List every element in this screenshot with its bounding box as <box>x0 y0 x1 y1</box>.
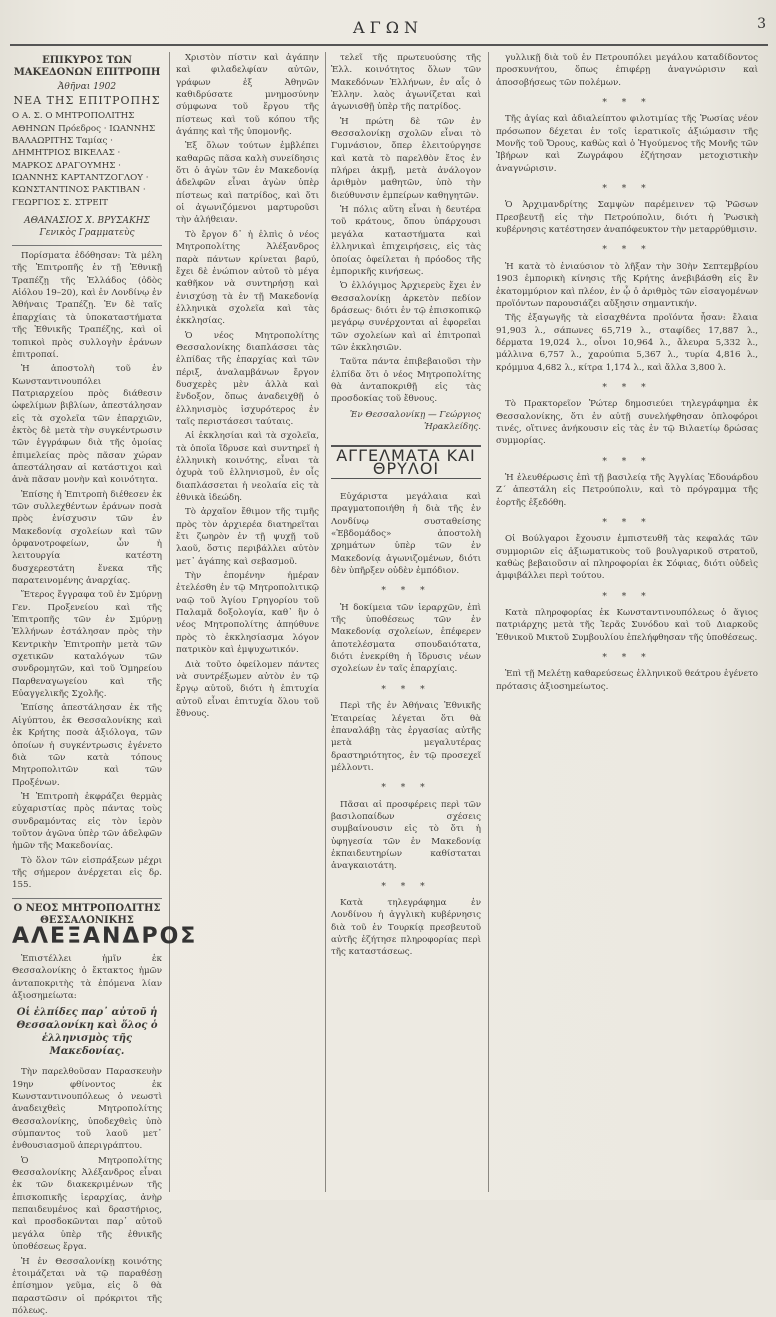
article-paragraph: Χριστὸν πίστιν καὶ ἀγάπην καὶ φιλαδελφίαν αὐτῶν, γράφων ἐξ Ἀθηνῶν καθιδρύσατε μνημοσύνην σύμφωνα τοῦ ἔργου τῆς πίστεως καὶ τοῦ κόπου τῆς ἀγάπης καὶ τῆς ὑπομονῆς. <box>176 52 319 138</box>
article-paragraph: Ἡ ἀποστολὴ τοῦ ἐν Κωνσταντινουπόλει Πατριαρχείου πρὸς διάθεσιν ὠφελίμων βιβλίων, ἀπεστάλησαν εἰς τὰ σχολεῖα τῶν ἐπαρχιῶν, ἐκτὸς δὲ μετὰ τὴν συγκέντρωσιν τῶν ἐγγράφων διὰ τῆς ὁμοίας ἐπιμελείας πρὸς πᾶσαν χώραν ἀπεστάλησαν αἱ κατάστιχοι καὶ ἀνὰ πᾶσαν μονὴν καὶ κοινότητα. <box>12 363 162 486</box>
column-1 <box>12 52 162 1192</box>
column-rule <box>488 52 489 1192</box>
news-item: Κατὰ πληροφορίας ἐκ Κωνσταντινουπόλεως ὁ ἅγιος πατριάρχης μετὰ τῆς Ἱερᾶς Συνόδου καὶ τοῦ Διαρκοῦς Ἐθνικοῦ Μικτοῦ Συμβουλίου ἐπελήφθησαν τῆς ὑποθέσεως. <box>496 607 758 644</box>
article-paragraph: Ἡ πρώτη δὲ τῶν ἐν Θεσσαλονίκῃ σχολῶν εἶναι τὸ Γυμνάσιον, ὅπερ ἐλειτούργησε καὶ κατὰ τὸ παρελθὸν ἔτος ἐν πλήρει ἀκμῇ, μετὰ ἀνάλογον ἀριθμὸν μαθητῶν, ὑπὸ τὴν διεύθυνσιν ἐμπείρων καθηγητῶν. <box>331 116 481 202</box>
separator-stars: * * * <box>496 183 758 195</box>
news-item: Κατὰ τηλεγράφημα ἐν Λονδίνου ἡ ἀγγλικὴ κυβέρνησις διὰ τοῦ ἐν Τουρκίᾳ πρεσβευτοῦ αὐτῆς ἐζήτησε πληροφορίας περὶ τῆς καταστάσεως. <box>331 897 481 959</box>
divider <box>12 898 162 899</box>
article-heading: Οἱ ἐλπίδες παρ᾿ αὐτοῦ ἡ Θεσσαλονίκη καὶ ὅλος ὁ ἑλληνισμὸς τῆς Μακεδονίας. <box>12 1006 162 1058</box>
separator-stars: * * * <box>496 591 758 603</box>
article-paragraph: Διὰ τοῦτο ὀφείλομεν πάντες νὰ συντρέξωμεν αὐτὸν ἐν τῷ ἔργῳ αὐτοῦ, διότι ἡ ἐπιτυχία αὐτοῦ εἶναι ἐπιτυχία ὅλου τοῦ ἔθνους. <box>176 659 319 721</box>
article-paragraph: Ἡ πόλις αὕτη εἶναι ἡ δευτέρα τοῦ κράτους, ὅπου ὑπάρχουσι μεγάλα καταστήματα καὶ ἑλληνικαὶ ἐπιχειρήσεις, εἰς τὰς ὁποίας ὀφείλεται ἡ πρόοδος τῆς ἐμπορικῆς κινήσεως. <box>331 204 481 278</box>
news-item: Ἐπὶ τῇ Μελέτῃ καθαρεύσεως ἑλληνικοῦ θεάτρου ἐγένετο πρότασις ἀξιοσημείωτος. <box>496 668 758 693</box>
article-paragraph: Πορίσματα ἐδόθησαν: Τὰ μέλη τῆς Ἐπιτροπῆς ἐν τῇ Ἐθνικῇ Τραπέζῃ τῆς Ἑλλάδος (ὁδὸς Αἰόλου 19–20), καὶ ἐν Λονδίνῳ ἐν Ἀθήναις Τραπέζῃ. Ἐν δὲ ταῖς ἐπαρχίαις τὰ ὑποκαταστήματα τῆς Ἐθνικῆς Τραπέζης, καὶ οἱ τοπικοὶ πρὸς συλλογὴν ἐράνων ἐπιτροπαί. <box>12 250 162 361</box>
news-item: Περὶ τῆς ἐν Ἀθήναις Ἐθνικῆς Ἑταιρείας λέγεται ὅτι θὰ ἐπαναλάβῃ τὰς ἐργασίας αὐτῆς μετὰ μεγαλυτέρας δραστηριότητος, ἐν τῷ προσεχεῖ μέλλοντι. <box>331 700 481 774</box>
committee-secretary: ΑΘΑΝΑΣΙΟΣ Χ. ΒΡΥΣΑΚΗΣ Γενικὸς Γραμματεὺς <box>12 215 162 239</box>
news-item: Τῆς ἀγίας καὶ ἀδιαλείπτου φιλοτιμίας τῆς Ῥωσίας νέον πρόσωπον δέχεται ἐν τοῖς ἱερατικοῖς ἀξιώμασιν τῆς Μονῆς τοῦ Ὄρους, καθὼς καὶ ὁ Ἡγούμενος τῆς Μονῆς τῶν Ἰβήρων καὶ Ζωγράφου ἐζήτησαν μετοχιστικὴν ἀναγνώρισιν. <box>496 113 758 175</box>
article-paragraph: τελεῖ τῆς πρωτευούσης τῆς Ἑλλ. κοινότητος ὅλων τῶν Μακεδόνων Ἑλλήνων, ἐν αἷς ὁ Ἑλλην. λαὸς ἀγωνίζεται καὶ ἀγωνισθῇ ὑπὲρ τῆς πατρίδος. <box>331 52 481 114</box>
column-4 <box>496 52 758 1192</box>
committee-subtitle: ΝΕΑ ΤΗΣ ΕΠΙΤΡΟΠΗΣ <box>12 95 162 107</box>
masthead-title: ΑΓΩΝ <box>0 18 776 37</box>
metropolitan-header: Ο ΝΕΟΣ ΜΗΤΡΟΠΟΛΙΤΗΣ ΘΕΣΣΑΛΟΝΙΚΗΣ <box>12 903 162 927</box>
news-section-title: ΑΓΓΕΛΜΑΤΑ ΚΑΙ ΘΡΥΛΟΙ <box>331 445 481 479</box>
news-item: Εὐχάριστα μεγάλαια καὶ πραγματοποιήθη ἡ διὰ τῆς ἐν Λονδίνῳ συσταθείσης «Ἑβδομάδος» ἀποστολὴ χρημάτων ὑπὲρ τῶν ἐν Μακεδονίᾳ ἀγωνιζομένων, διότι δὲν ὑπῆρξεν οὐδὲν ἐμπόδιον. <box>331 491 481 577</box>
article-paragraph: Αἱ ἐκκλησίαι καὶ τὰ σχολεῖα, τὰ ὁποῖα ἵδρυσε καὶ συντηρεῖ ἡ ἑλληνικὴ κοινότης, εἶναι τὰ ὀχυρὰ τοῦ ἑλληνισμοῦ, ἐν οἷς διαπλάσσεται ἡ νεολαία εἰς τὰ ἐθνικὰ ἰδεώδη. <box>176 430 319 504</box>
separator-stars: * * * <box>331 881 481 893</box>
column-rule <box>169 52 170 1192</box>
separator-stars: * * * <box>496 97 758 109</box>
news-item: Τῆς ἐξαγωγῆς τὰ εἰσαχθέντα προϊόντα ἦσαν: ἔλαια 91,903 λ., σάπωνες 65,719 λ., σταφίδες 17,887 λ., δέρματα 19,024 λ., οἶνοι 10,964 λ., ἄλευρα 5,332 λ., μάλλινα 6,757 λ., χαρούπια 5,367 λ., τυρία 4,816 λ., κρόμμυα 4,682 λ., κίτρα 1,174 λ., καὶ ἄλλα 3,800 λ. <box>496 312 758 374</box>
article-paragraph: Τὴν παρελθοῦσαν Παρασκευὴν 19ην φθίνοντος ἐκ Κωνσταντινουπόλεως ὁ νεωστὶ ἀναδειχθεὶς Μητροπολίτης Θεσσαλονίκης, ὑποδεχθεὶς ὑπὸ σύμπαντος τοῦ λαοῦ μετ᾿ ἐνθουσιασμοῦ ἀπεριγράπτου. <box>12 1066 162 1152</box>
news-item: Οἱ Βούλγαροι ἔχουσιν ἐμπιστευθῆ τὰς κεφαλάς τῶν συμμοριῶν εἰς ἀξιωματικοὺς τοῦ βουλγαρικοῦ στρατοῦ, καθὼς βεβαιοῦσιν αἱ πληροφορίαι ἐκ Σόφιας, διότι οὐδεὶς ἀμφιβάλλει περὶ τούτου. <box>496 533 758 582</box>
article-signature: Ἐν Θεσσαλονίκῃ — Γεώργιος Ἡρακλείδης. <box>331 409 481 434</box>
separator-stars: * * * <box>496 382 758 394</box>
article-paragraph: Ὁ Μητροπολίτης Θεσσαλονίκης Ἀλέξανδρος εἶναι ἐκ τῶν διακεκριμένων τῆς ἐπισκοπικῆς ἱεραρχίας, ἀνὴρ πεπαιδευμένος καὶ δραστήριος, καὶ προσδοκῶνται παρ᾿ αὐτοῦ μεγάλα ὑπὲρ τῆς ἐθνικῆς ὑποθέσεως ἔργα. <box>12 1155 162 1254</box>
article-paragraph: Ὁ νέος Μητροπολίτης Θεσσαλονίκης διαπλάσσει τὰς ἐλπίδας τῆς ἐπαρχίας καὶ τῶν πέριξ, ἀναλαμβάνων ἔργον δυσχερὲς μὲν ἀλλὰ καὶ ἔνδοξον, ὅπως ἀναδειχθῇ ὁ ἑλληνισμὸς ἰσχυρότερος ἐν ταῖς περιστάσεσι ταύταις. <box>176 330 319 429</box>
news-item: Πᾶσαι αἱ προσφέρεις περὶ τῶν βασιλοπαίδων σχέσεις συμβαίνουσιν εἰς τὸ ὅτι ἡ ὑφηγεσία τῶν ἐν Μακεδονίᾳ ἐκπαιδευτηρίων καθίσταται ἀναγκαιοτάτη. <box>331 799 481 873</box>
committee-title: ΕΠΙΚΥΡΟΣ ΤΩΝ ΜΑΚΕΔΟΝΩΝ ΕΠΙΤΡΟΠΗ <box>12 55 162 79</box>
committee-members: Ο Α. Σ. Ο ΜΗΤΡΟΠΟΛΙΤΗΣ ΑΘΗΝΩΝ Πρόεδρος · ΙΩΑΝΝΗΣ ΒΑΛΑΩΡΙΤΗΣ Ταμίας · ΔΗΜΗΤΡΙΟΣ ΒΙΚΕΛΑΣ · ΜΑΡΚΟΣ ΔΡΑΓΟΥΜΗΣ · ΙΩΑΝΝΗΣ ΚΑΡΤΑΝΤΖΟΓΛΟΥ · ΚΩΝΣΤΑΝΤΙΝΟΣ ΡΑΚΤΙΒΑΝ · ΓΕΩΡΓΙΟΣ Σ. ΣΤΡΕΙΤ <box>12 110 162 209</box>
separator-stars: * * * <box>331 782 481 794</box>
divider <box>12 245 162 246</box>
separator-stars: * * * <box>496 244 758 256</box>
separator-stars: * * * <box>331 585 481 597</box>
article-paragraph: Τὸ ἀρχαῖον ἔθιμον τῆς τιμῆς πρὸς τὸν ἀρχιερέα διατηρεῖται ἔτι ζωηρὸν ἐν τῇ ψυχῇ τοῦ λαοῦ, ὅστις περιβάλλει αὐτὸν μετ᾿ ἀγάπης καὶ σεβασμοῦ. <box>176 506 319 568</box>
article-paragraph: Ἡ ἐν Θεσσαλονίκῃ κοινότης ἑτοιμάζεται νὰ τῷ παραθέσῃ ἐπίσημον γεῦμα, εἰς ὃ θὰ παραστῶσιν οἱ πρόκριτοι τῆς πόλεως. <box>12 1256 162 1317</box>
separator-stars: * * * <box>496 456 758 468</box>
article-paragraph: Ἐξ ὅλων τούτων ἐμβλέπει καθαρῶς πᾶσα καλὴ συνείδησις ὅτι ὁ ἀγὼν τῶν ἐν Μακεδονίᾳ ἀδελφῶν εἶναι ἀγὼν ὑπὲρ πίστεως καὶ πατρίδος, καὶ ὅτι οἱ ἀγωνιζόμενοι μαρτυροῦσι τὴν ἀλήθειαν. <box>176 140 319 226</box>
column-rule <box>325 52 326 1192</box>
separator-stars: * * * <box>331 684 481 696</box>
article-paragraph: Ἐπίσης ἡ Ἐπιτροπὴ διέθεσεν ἐκ τῶν συλλεχθέντων ἐράνων ποσὰ πρὸς ἐνίσχυσιν τῶν ἐν Μακεδονίᾳ σχολείων καὶ τῶν ὀρφανοτροφείων, ὧν ἡ λειτουργία κατέστη δυσχερεστάτη ἕνεκα τῆς παρατεινομένης ἀναρχίας. <box>12 489 162 588</box>
committee-date: Ἀθῆναι 1902 <box>12 81 162 93</box>
news-item: Ἡ κατὰ τὸ ἐνιαύσιον τὸ λῆξαν τὴν 30ὴν Σεπτεμβρίου 1903 ἐμπορικὴ κίνησις τῆς Κρήτης ἀνεβιβάσθη εἰς ἓν ἑκατομμύριον καὶ πλέον, ἐν ᾧ ὁ ἀριθμὸς τῶν εἰσαγομένων προϊόντων παρουσιάζει αὔξησιν σημαντικήν. <box>496 261 758 310</box>
news-item: Ὁ Ἀρχιμανδρίτης Σαμψὼν παρέμεινεν τῷ Ῥῶσων Πρεσβευτῇ εἰς τὴν Πετρούπολιν, διότι ἡ Ῥωσικὴ κυβέρνησις κατέστησεν ἀναπόφευκτον τὴν μεταρρύθμισιν. <box>496 199 758 236</box>
article-paragraph: Τὴν ἐπομένην ἡμέραν ἐτελέσθη ἐν τῷ Μητροπολιτικῷ ναῷ τοῦ Ἁγίου Γρηγορίου τοῦ Παλαμᾶ δοξολογία, καθ᾿ ἣν ὁ νέος Μητροπολίτης ἀπηύθυνε πρὸς τὸ ἐκκλησίασμα λόγον πατρικὸν καὶ ἐμψυχωτικόν. <box>176 570 319 656</box>
article-paragraph: Τὸ ἔργον δ᾿ ἡ ἐλπὶς ὁ νέος Μητροπολίτης Ἀλέξανδρος παρὰ πάντων κρίνεται βαρύ, ἔχει δὲ ἐνώπιον αὐτοῦ τὸ μέγα καθῆκον νὰ συντηρήσῃ καὶ ἐνισχύσῃ τὰ ἐν τῇ Μακεδονίᾳ ἑλληνικὰ σχολεῖα καὶ τὰς ἐκκλησίας. <box>176 229 319 328</box>
page-number: 3 <box>757 16 766 32</box>
news-item: γυλλικῇ διὰ τοῦ ἐν Πετρουπόλει μεγάλου καταδίδοντος προσκυνήτου, ὅπως ἐπιφέρῃ ἀναγνώρισιν καὶ ἀποσοβήσεως τῶν πολέμων. <box>496 52 758 89</box>
news-item: Τὸ Πρακτορεῖον Ῥώτερ δημοσιεύει τηλεγράφημα ἐκ Θεσσαλονίκης, ὅτι ἐν αὐτῇ συνελήφθησαν ὀπλοφόροι τινές, οἵτινες ἀνήκουσιν εἰς τὰς ἐν τῷ Βιλαετίῳ δρώσας συμμορίας. <box>496 398 758 447</box>
article-paragraph: Ἡ Ἐπιτροπὴ ἐκφράζει θερμὰς εὐχαριστίας πρὸς πάντας τοὺς συνδραμόντας εἰς τὸν ἱερὸν τοῦτον ἀγῶνα ὑπὲρ τῶν ἀδελφῶν ἡμῶν τῆς Μακεδονίας. <box>12 791 162 853</box>
article-paragraph: Ἕτερος ἔγγραφα τοῦ ἐν Σμύρνῃ Γεν. Προξενείου καὶ τῆς Ἐπιτροπῆς τῶν ἐν Σμύρνῃ Ἑλλήνων ἐστάλησαν πρὸς τὴν Κεντρικὴν Ἐπιτροπὴν μετὰ τῶν σχετικῶν καταλόγων τῶν συνδρομητῶν, καὶ τοῦ Ὁμηρείου Παρθεναγωγείου καὶ τῆς Εὐαγγελικῆς Σχολῆς. <box>12 589 162 700</box>
article-paragraph: Ταῦτα πάντα ἐπιβεβαιοῦσι τὴν ἐλπίδα ὅτι ὁ νέος Μητροπολίτης θὰ ἀνταποκριθῇ εἰς τὰς προσδοκίας τοῦ ἔθνους. <box>331 356 481 405</box>
news-item: Ἡ δοκίμεια τῶν ἱεραρχῶν, ἐπὶ τῆς ὑποθέσεως τῶν ἐν Μακεδονίᾳ σχολείων, ἐπέφερεν ἀποτελέσματα σπουδαιότατα, διότι ἐνεκρίθη ἡ ἵδρυσις νέων σχολείων ἐν ταῖς ἐπαρχίαις. <box>331 602 481 676</box>
column-2 <box>176 52 319 1192</box>
separator-stars: * * * <box>496 517 758 529</box>
article-paragraph: Ἐπίσης ἀπεστάλησαν ἐκ τῆς Αἰγύπτου, ἐκ Θεσσαλονίκης καὶ ἐκ Κρήτης ποσὰ ἀξιόλογα, τῶν ὁποίων ἡ συγκέντρωσις ἐγένετο διὰ τῶν κατὰ τόπους Μητροπολιτῶν καὶ τῶν Προξένων. <box>12 702 162 788</box>
header-rule <box>10 44 768 46</box>
column-3 <box>331 52 481 1192</box>
separator-stars: * * * <box>496 652 758 664</box>
article-paragraph: Ἐπιστέλλει ἡμῖν ἐκ Θεσσαλονίκης ὁ ἔκτακτος ἡμῶν ἀνταποκριτὴς τὰ ἐπόμενα λίαν ἀξιοσημείωτα: <box>12 953 162 1002</box>
metropolitan-name: ΑΛΕΞΑΝΔΡΟΣ <box>12 931 162 943</box>
article-paragraph: Ὁ ἐλλόγιμος Ἀρχιερεὺς ἔχει ἐν Θεσσαλονίκῃ ἀρκετὸν πεδίον δράσεως· διότι ἐν τῷ ἐπισκοπικῷ μεγάρῳ συνέρχονται αἱ ἐφορεῖαι τῶν σχολείων καὶ αἱ ἐπιτροπαὶ τῶν ἐκκλησιῶν. <box>331 280 481 354</box>
article-paragraph: Τὸ ὅλον τῶν εἰσπράξεων μέχρι τῆς σήμερον ἀνέρχεται εἰς δρ. 155. <box>12 855 162 892</box>
news-item: Ἡ ἐλευθέρωσις ἐπὶ τῇ βασιλείᾳ τῆς Ἀγγλίας Ἐδουάρδου Ζ΄ ἀπεστάλη εἰς Πετρούπολιν, καὶ τὸ πρόγραμμα τῆς ἑορτῆς ἐξεδόθη. <box>496 472 758 509</box>
